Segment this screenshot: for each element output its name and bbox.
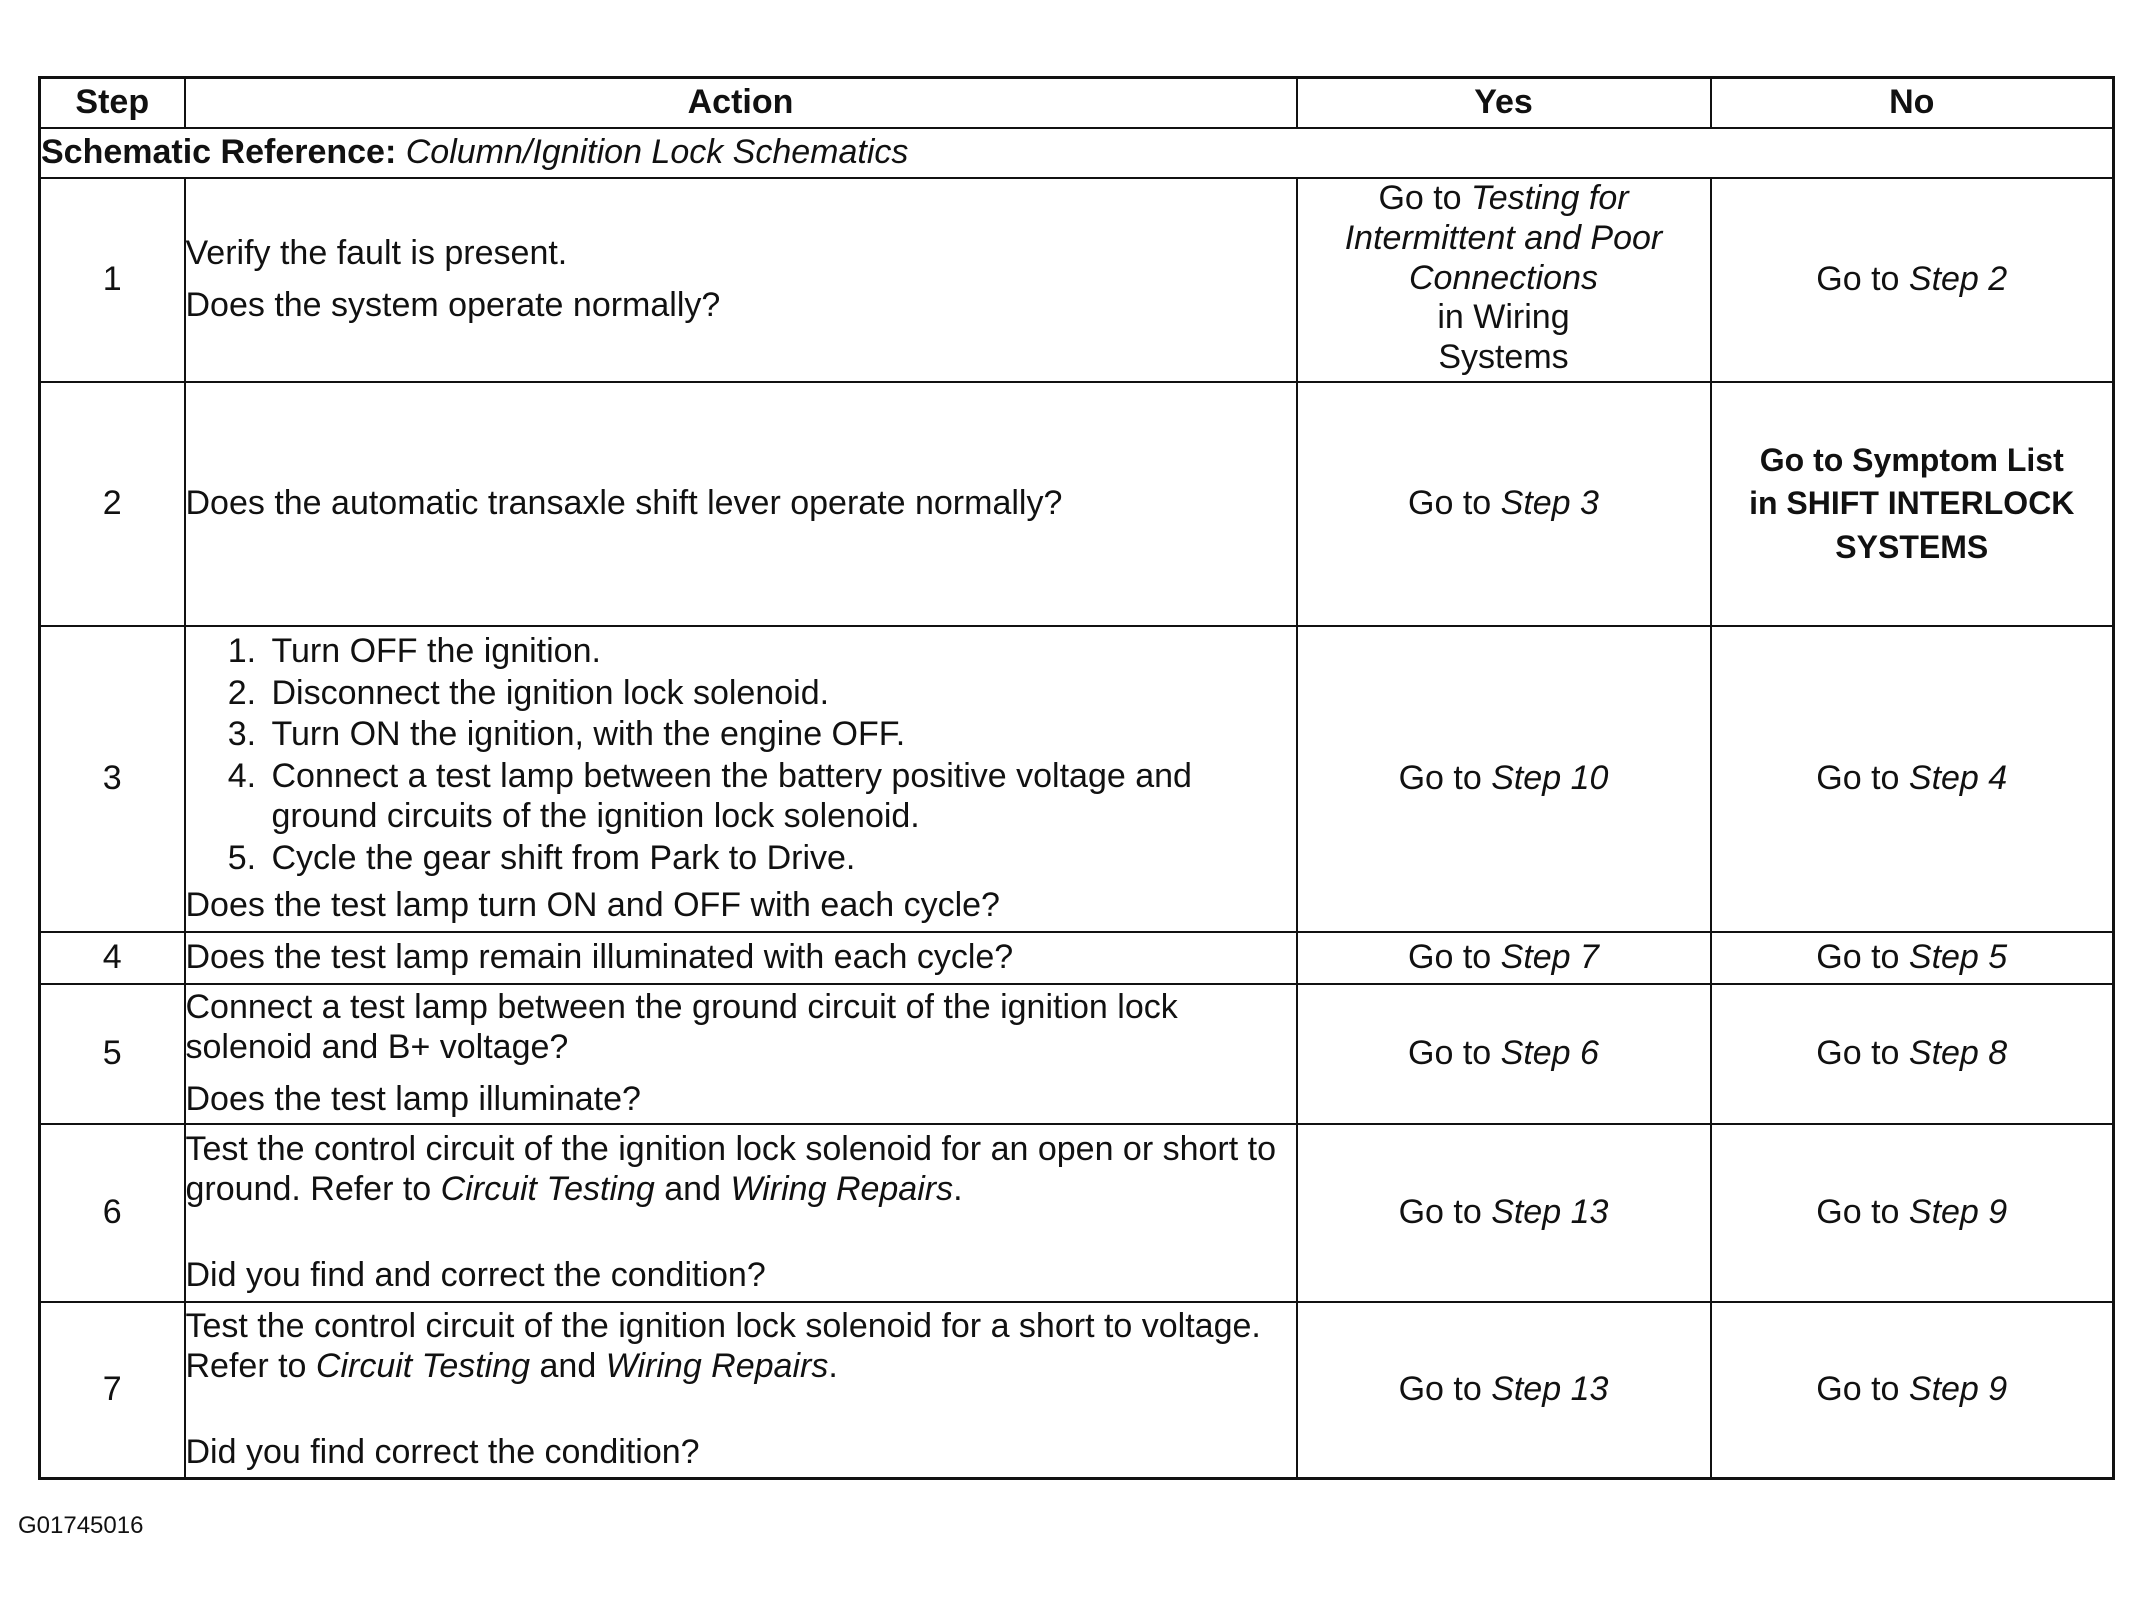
schematic-reference-cell — [40, 128, 2114, 178]
action-question: Did you find and correct the condition? — [185, 1255, 766, 1294]
wiring-repairs-link[interactable]: Wiring Repairs — [730, 1170, 954, 1209]
action-question: Does the system operate normally? — [185, 286, 721, 324]
table-row-step-4 — [40, 932, 2114, 984]
no-prefix: Go to — [1816, 1369, 1909, 1408]
no-link[interactable]: Step 9 — [1908, 1193, 2008, 1232]
step-number: 6 — [40, 1124, 185, 1302]
schematic-reference-label: Schematic Reference: — [41, 133, 397, 172]
action-cell — [185, 382, 1297, 626]
table-row-step-7 — [40, 1302, 2114, 1478]
action-text: Connect a test lamp between the ground circuit of the ignition lock solenoid and B+ voltage? — [185, 988, 1178, 1067]
action-text-mid: and — [654, 1170, 731, 1209]
step-number: 3 — [40, 626, 185, 932]
action-question: Did you find correct the condition? — [185, 1432, 700, 1471]
yes-prefix: Go to — [1398, 759, 1492, 798]
circuit-testing-link[interactable]: Circuit Testing — [440, 1170, 655, 1209]
action-text-suffix: . — [953, 1170, 963, 1209]
no-prefix: Go to — [1816, 260, 1909, 299]
procedure-step: 5. Cycle the gear shift from Park to Drive. — [266, 839, 1296, 879]
procedure-step: 2. Disconnect the ignition lock solenoid. — [266, 674, 1296, 714]
no-cell — [1711, 1302, 2114, 1478]
table-row-step-6 — [40, 1124, 2114, 1302]
procedure-step: 4. Connect a test lamp between the battery positive voltage and ground circuits of the ignition lock solenoid. — [266, 757, 1296, 837]
yes-link[interactable]: Step 13 — [1491, 1369, 1609, 1408]
step-number: 7 — [40, 1302, 185, 1478]
yes-prefix: Go to — [1408, 938, 1501, 977]
no-prefix: Go to — [1816, 759, 1909, 798]
action-cell — [185, 932, 1297, 984]
table-row-step-1 — [40, 178, 2114, 382]
no-prefix: Go to — [1816, 1034, 1909, 1073]
yes-prefix: Go to — [1408, 484, 1501, 523]
action-cell — [185, 178, 1297, 382]
no-link[interactable]: Step 4 — [1908, 759, 2008, 798]
yes-prefix: Go to — [1398, 1369, 1492, 1408]
wiring-repairs-link[interactable]: Wiring Repairs — [605, 1346, 829, 1385]
schematic-reference-row — [40, 128, 2114, 178]
no-link[interactable]: Step 2 — [1908, 260, 2008, 299]
header-action: Action — [185, 78, 1297, 129]
diagnostic-table — [38, 76, 2115, 1480]
yes-suffix-line-1: in Wiring — [1437, 298, 1570, 337]
action-question: Does the test lamp turn ON and OFF with each cycle? — [185, 886, 1000, 925]
yes-cell — [1297, 1124, 1711, 1302]
no-link[interactable]: Step 5 — [1908, 938, 2008, 977]
procedure-step: 3. Turn ON the ignition, with the engine OFF. — [266, 715, 1296, 755]
action-cell — [185, 984, 1297, 1124]
procedure-list — [186, 632, 1296, 879]
spacer — [186, 1222, 1296, 1256]
no-prefix: Go to — [1816, 1193, 1909, 1232]
step-number: 4 — [40, 932, 185, 984]
yes-prefix: Go to — [1398, 1193, 1492, 1232]
no-line-1: Go to Symptom List — [1759, 442, 2064, 479]
no-cell — [1711, 1124, 2114, 1302]
action-text — [186, 1130, 1296, 1210]
header-row — [40, 78, 2114, 129]
no-cell — [1711, 626, 2114, 932]
no-cell — [1711, 178, 2114, 382]
action-text-prefix: Test the control circuit of the ignition lock solenoid for an open or short to ground. Refer to — [185, 1130, 1276, 1209]
yes-link[interactable]: Step 13 — [1491, 1193, 1609, 1232]
no-cell — [1711, 382, 2114, 626]
yes-cell — [1297, 1302, 1711, 1478]
step-number: 5 — [40, 984, 185, 1124]
action-text-prefix: Test the control circuit of the ignition lock solenoid for a short to voltage. Refer to — [185, 1307, 1261, 1385]
spacer — [186, 1399, 1296, 1433]
diagnostic-table-container — [38, 76, 2112, 1480]
step-number: 1 — [40, 178, 185, 382]
yes-link[interactable]: Step 10 — [1491, 759, 1609, 798]
no-link-symptom-list[interactable] — [1712, 439, 2113, 569]
yes-link[interactable]: Step 7 — [1500, 938, 1599, 977]
circuit-testing-link[interactable]: Circuit Testing — [315, 1346, 531, 1385]
figure-code: G01745016 — [18, 1512, 144, 1539]
table-row-step-2 — [40, 382, 2114, 626]
header-yes: Yes — [1297, 78, 1711, 129]
step-number: 2 — [40, 382, 185, 626]
procedure-step: 1. Turn OFF the ignition. — [266, 632, 1296, 672]
header-step: Step — [40, 78, 185, 129]
no-prefix: Go to — [1816, 938, 1909, 977]
yes-suffix-line-2: Systems — [1438, 338, 1569, 377]
yes-cell — [1297, 626, 1711, 932]
yes-cell — [1297, 178, 1711, 382]
header-no: No — [1711, 78, 2114, 129]
action-cell — [185, 626, 1297, 932]
schematic-reference-link[interactable]: Column/Ignition Lock Schematics — [405, 133, 909, 172]
action-text-mid: and — [530, 1346, 606, 1385]
table-row-step-5 — [40, 984, 2114, 1124]
action-cell — [185, 1302, 1297, 1478]
action-question: Does the automatic transaxle shift lever operate normally? — [185, 484, 1063, 523]
yes-cell — [1297, 932, 1711, 984]
no-line-2: in SHIFT INTERLOCK — [1749, 485, 2075, 522]
no-cell — [1711, 932, 2114, 984]
table-row-step-3 — [40, 626, 2114, 932]
yes-link[interactable]: Step 3 — [1500, 484, 1599, 523]
yes-cell — [1297, 382, 1711, 626]
action-text-suffix: . — [828, 1346, 838, 1385]
no-cell — [1711, 984, 2114, 1124]
action-text — [186, 1307, 1296, 1387]
yes-link[interactable]: Step 6 — [1500, 1034, 1599, 1073]
no-link[interactable]: Step 9 — [1908, 1369, 2008, 1408]
yes-prefix: Go to — [1378, 179, 1472, 217]
yes-prefix: Go to — [1408, 1034, 1501, 1073]
action-text: Verify the fault is present. — [185, 234, 568, 273]
action-question: Does the test lamp illuminate? — [185, 1079, 641, 1118]
action-cell — [185, 1124, 1297, 1302]
yes-link[interactable]: Testing for Intermittent and Poor Connections — [1344, 179, 1663, 297]
yes-cell — [1297, 984, 1711, 1124]
no-line-3: SYSTEMS — [1835, 528, 1989, 565]
no-link[interactable]: Step 8 — [1908, 1034, 2008, 1073]
action-question: Does the test lamp remain illuminated with each cycle? — [185, 938, 1014, 977]
